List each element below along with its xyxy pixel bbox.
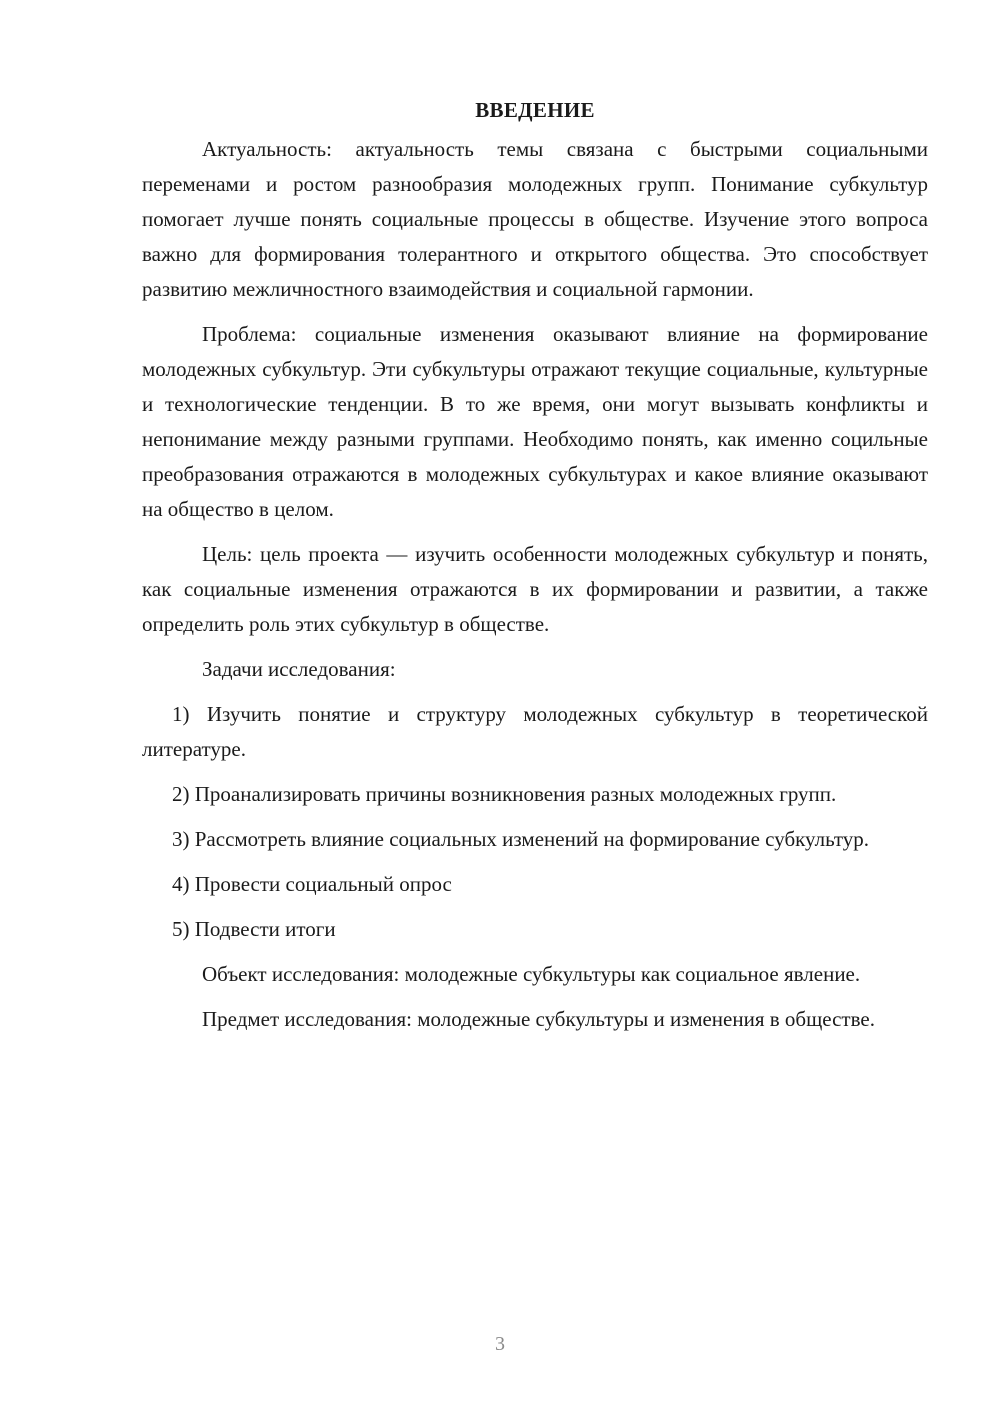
task-item-4: 4) Провести социальный опрос — [172, 872, 452, 896]
paragraph-relevance: Актуальность: актуальность темы связана с быстрыми социальными переменами и ростом разнообразия молодежных групп. Понимание субкультур помогает лучше понять социальные процессы в обществе. Изучение этого вопроса важно для формирования толерантного и открытого общества. Это способствует развитию межличностного взаимодействия и социальной гармонии. — [142, 137, 928, 301]
paragraph-problem: Проблема: социальные изменения оказывают влияние на формирование молодежных субкультур. Эти субкультуры отражают текущие социальные, культурные и технологические тенденции. В то же время, они могут вызывать конфликты и непонимание между разными группами. Необходимо понять, как именно социльные преобразования отражаются в молодежных субкультурах и какое влияние оказывают на общество в целом. — [142, 322, 928, 521]
section-title: ВВЕДЕНИЕ — [475, 98, 595, 122]
paragraph-object: Объект исследования: молодежные субкультуры как социальное явление. — [202, 962, 861, 986]
task-item-5: 5) Подвести итоги — [172, 917, 336, 941]
document-page — [142, 92, 928, 1047]
paragraph-tasks-heading: Задачи исследования: — [202, 657, 396, 681]
paragraph-subject: Предмет исследования: молодежные субкультуры и изменения в обществе. — [202, 1007, 875, 1031]
task-item-3: 3) Рассмотреть влияние социальных изменений на формирование субкультур. — [172, 827, 870, 851]
task-item-2: 2) Проанализировать причины возникновения разных молодежных групп. — [172, 782, 837, 806]
page-number: 3 — [495, 1333, 505, 1355]
paragraph-goal: Цель: цель проекта — изучить особенности молодежных субкультур и понять, как социальные изменения отражаются в их формировании и развитии, а также определить роль этих субкультур в обществе. — [142, 542, 928, 636]
task-item-1: 1) Изучить понятие и структуру молодежных субкультур в теоретической литературе. — [142, 702, 928, 761]
